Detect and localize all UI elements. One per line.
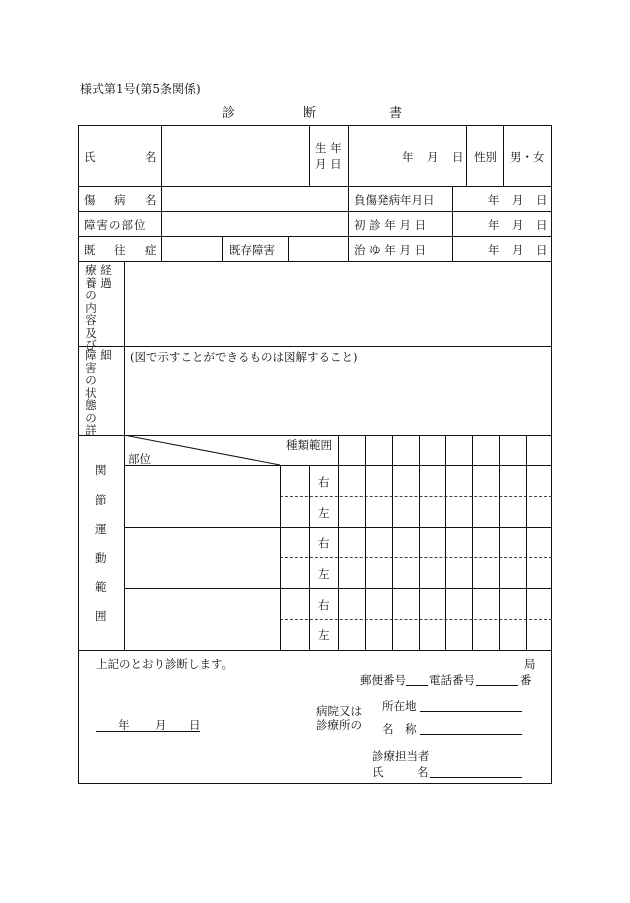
rom-side-label-5: 範	[95, 580, 107, 594]
state-label-col2: 細	[100, 348, 112, 362]
hospital-name-label-1: 名	[382, 722, 394, 736]
doctor-label: 診療担当者	[372, 749, 430, 763]
birth-month: 月	[427, 150, 439, 164]
rom-header-type: 種類範囲	[286, 438, 332, 452]
history-label-1: 既	[84, 243, 96, 257]
diagnosis-statement: 上記のとおり診断します。	[96, 657, 234, 671]
cell-divider	[161, 125, 162, 186]
disability-site-label: 障害の部位	[84, 218, 147, 232]
cell-divider	[466, 125, 467, 186]
title-char-1: 診	[222, 106, 236, 121]
rom-side-right: 右	[318, 536, 330, 550]
birth-day: 日	[452, 150, 464, 164]
disease-label-1: 傷	[84, 193, 96, 207]
first-visit-year: 年	[488, 218, 500, 232]
birth-label-1: 生 年	[315, 141, 342, 155]
address-line	[420, 711, 522, 712]
history-label-3: 症	[145, 243, 157, 257]
birth-year: 年	[402, 150, 414, 164]
rom-side-right: 右	[318, 598, 330, 612]
address-label: 所在地	[382, 699, 417, 713]
cell-divider	[348, 125, 349, 186]
sex-value: 男・女	[510, 150, 545, 164]
rom-col-divider	[338, 435, 339, 650]
onset-year: 年	[488, 193, 500, 207]
course-label-col1: 療養の内容及び	[85, 263, 97, 352]
rom-header-part: 部位	[128, 452, 151, 466]
course-label-col2: 経過	[100, 263, 112, 290]
cell-divider	[309, 125, 310, 186]
hospital-name-label-2: 称	[405, 722, 417, 736]
rom-dashed-divider	[280, 557, 552, 558]
doctor-name-label-2: 名	[417, 765, 429, 779]
cell-divider	[161, 186, 162, 261]
rom-col-divider	[365, 435, 366, 650]
name-label-1: 氏	[84, 150, 96, 164]
rom-col-divider	[526, 435, 527, 650]
rom-side-label-1: 関	[95, 463, 107, 477]
rom-col-divider	[392, 435, 393, 650]
row-divider	[78, 211, 552, 212]
cell-divider	[288, 236, 289, 261]
cure-day: 日	[536, 243, 548, 257]
hospital-label-2: 診療所の	[316, 718, 362, 732]
rom-side-label-2: 節	[95, 493, 107, 507]
hospital-name-line	[420, 734, 522, 735]
onset-month: 月	[512, 193, 524, 207]
cure-year: 年	[488, 243, 500, 257]
row-divider	[78, 346, 552, 347]
title-char-2: 断	[303, 106, 317, 121]
diagnosis-date-line	[96, 731, 200, 732]
cell-divider	[222, 236, 223, 261]
number-suffix: 番	[520, 673, 532, 687]
rom-side-left: 左	[318, 506, 330, 520]
rom-dashed-divider	[280, 496, 552, 497]
cure-date-label: 治 ゆ 年 月 日	[354, 243, 427, 257]
hospital-label-1: 病院又は	[316, 704, 362, 718]
postal-line	[406, 685, 428, 686]
postal-label: 郵便番号	[360, 673, 406, 687]
rom-col-divider	[280, 465, 281, 650]
cure-month: 月	[512, 243, 524, 257]
rom-side-label-4: 動	[95, 551, 107, 565]
form-number: 様式第1号(第5条関係)	[80, 82, 201, 96]
rom-side-label-6: 囲	[95, 609, 107, 623]
rom-side-left: 左	[318, 628, 330, 642]
diagnosis-month: 月	[155, 718, 167, 732]
onset-day: 日	[536, 193, 548, 207]
doctor-name-label-1: 氏	[372, 765, 384, 779]
onset-date-label: 負傷発病年月日	[354, 193, 435, 207]
state-label-col1: 障害の状態の詳	[85, 348, 97, 437]
phone-label: 電話番号	[429, 673, 475, 687]
sex-label: 性別	[474, 150, 497, 164]
rom-side-left: 左	[318, 567, 330, 581]
rom-col-divider	[472, 435, 473, 650]
row-divider	[78, 186, 552, 187]
state-note: (図で示すことができるものは図解すること)	[130, 350, 358, 364]
row-divider	[78, 236, 552, 237]
diagnosis-day: 日	[189, 718, 201, 732]
disease-label-3: 名	[145, 193, 157, 207]
rom-dashed-divider	[280, 619, 552, 620]
rom-col-divider	[419, 435, 420, 650]
rom-side-right: 右	[318, 475, 330, 489]
post-office-suffix: 局	[524, 657, 536, 671]
rom-col-divider	[499, 435, 500, 650]
birth-label-2: 月 日	[315, 157, 342, 171]
first-visit-day: 日	[536, 218, 548, 232]
rom-col-divider	[309, 465, 310, 650]
first-visit-label: 初 診 年 月 日	[354, 218, 427, 232]
history-label-2: 往	[114, 243, 126, 257]
diagnosis-year: 年	[118, 718, 130, 732]
doctor-name-line	[430, 777, 522, 778]
first-visit-month: 月	[512, 218, 524, 232]
cell-divider	[348, 186, 349, 261]
cell-divider	[452, 186, 453, 261]
name-label-2: 名	[145, 150, 157, 164]
rom-side-label-3: 運	[95, 522, 107, 536]
row-divider	[78, 650, 552, 651]
cell-divider	[503, 125, 504, 186]
existing-disability-label: 既存障害	[229, 243, 275, 257]
row-divider	[78, 261, 552, 262]
phone-line	[476, 685, 518, 686]
disease-label-2: 病	[114, 193, 126, 207]
rom-col-divider	[445, 435, 446, 650]
title-char-3: 書	[389, 106, 403, 121]
